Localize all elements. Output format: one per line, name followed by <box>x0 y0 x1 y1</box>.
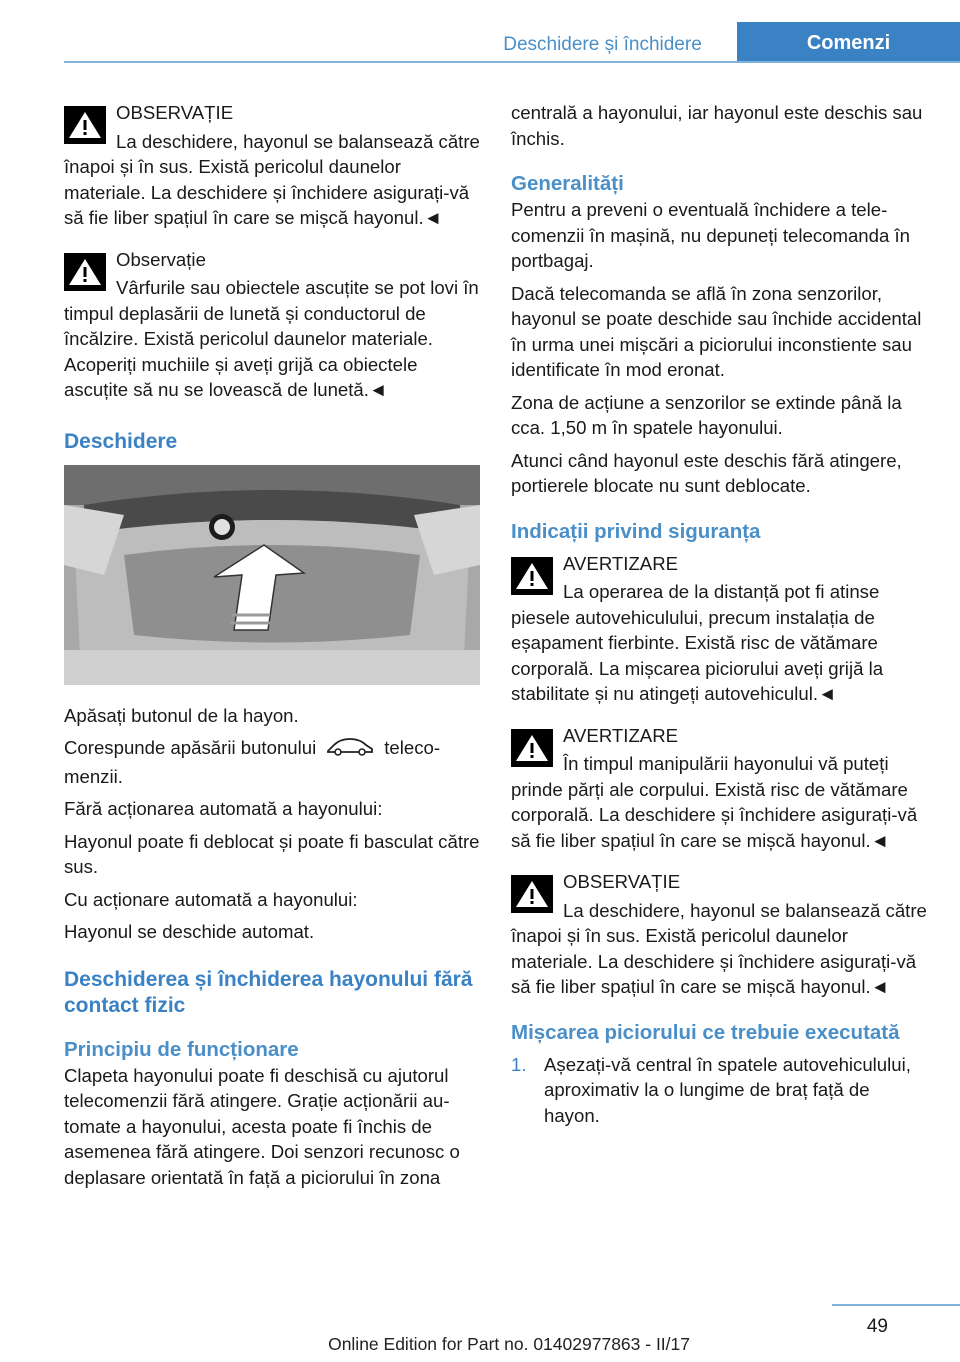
notice-title: Observație <box>116 248 206 270</box>
footer-divider <box>832 1304 960 1306</box>
caution-notice <box>64 247 480 403</box>
right-column <box>511 100 927 1128</box>
notice-title: AVERTIZARE <box>563 724 679 746</box>
subsection-heading: Indicații privind siguranța <box>511 519 761 543</box>
body-paragraph: Apăsați butonul de la hayon. <box>64 704 299 726</box>
warning-triangle-icon <box>64 106 106 144</box>
car-remote-icon <box>326 735 374 764</box>
header-section-title: Deschidere și închidere <box>503 34 702 55</box>
body-paragraph: Hayonul poate fi deblocat și poate fi basculat către sus. <box>64 830 480 877</box>
notice-title: OBSERVAȚIE <box>116 102 234 123</box>
body-paragraph: Atunci când hayonul este deschis fără atingere, portierele blocate nu sunt deblocate. <box>511 449 902 496</box>
caution-notice <box>511 869 927 1000</box>
subsection-heading: Mișcarea piciorului ce trebuie executată <box>511 1020 900 1044</box>
notice-text: În timpul manipulării hayonului vă puteți prinde părți ale corpului. Există risc de vătămare corporală. La deschidere și închidere asigurați-vă să fie liber spațiul în care se mișcă hayonul.◄ <box>511 753 918 851</box>
left-column <box>64 100 480 1190</box>
list-item <box>511 1052 927 1129</box>
body-text: Corespunde apăsării butonului <box>64 737 317 759</box>
section-heading: Deschiderea și închiderea hayonului fără contact fizic <box>64 967 473 1017</box>
notice-title: OBSERVAȚIE <box>563 871 681 892</box>
body-paragraph: Pentru a preveni o eventuală închidere a telecomenzii în mașină, nu depuneți telecomanda în portbagaj. <box>511 199 910 271</box>
notice-text: La deschidere, hayonul se balansează către înapoi și în sus. Există pericolul daunelor materiale. La deschidere și închidere asigurați-vă să fie liber spațiul în care se mișcă hayonul.◄ <box>511 899 927 997</box>
tailgate-photo <box>64 465 480 685</box>
notice-text: Vârfurile sau obiectele ascuțite se pot lovi în timpul deplasării de lunetă și conductorul de încălzire. Există pericolul daunelor materiale. Acoperiți muchiile și aveți grijă ca obiectele ascuțite să nu se lovească de lunetă.◄ <box>64 277 479 400</box>
warning-notice <box>511 723 927 854</box>
warning-triangle-icon <box>511 557 553 595</box>
page-number: 49 <box>866 1316 888 1337</box>
step-text: Așezați-vă central în spatele autovehiculului, aproximativ la o lungime de braț față de hayon. <box>544 1053 911 1126</box>
warning-triangle-icon <box>511 729 553 767</box>
subsection-heading: Generalități <box>511 172 624 195</box>
caution-notice <box>64 100 480 231</box>
body-paragraph: Dacă telecomanda se află în zona senzorilor, hayonul se poate deschide sau închide accidental în urma unei mișcări a piciorului inconstiente sau identificate în mod eronat. <box>511 282 922 380</box>
subsection-heading: Principiu de funcționare <box>64 1037 299 1061</box>
warning-triangle-icon <box>64 253 106 291</box>
body-paragraph: Zona de acțiune a senzorilor se extinde până la cca. 1,50 m în spatele hayonului. <box>511 391 902 438</box>
body-text: telecomenzii. <box>64 737 441 787</box>
notice-title: AVERTIZARE <box>563 552 679 574</box>
body-paragraph: Clapeta hayonului poate fi deschisă cu ajutorul telecomenzii fără atingere. Grație acționării automate a hayonului, acesta poate fi închis de asemenea fără atingere. Doi senzori recunosc o deplasare orientată în față a piciorului în zona <box>64 1064 460 1188</box>
warning-notice <box>511 551 927 707</box>
section-heading: Deschidere <box>64 429 178 453</box>
body-paragraph <box>64 735 480 789</box>
steps-list <box>511 1052 927 1129</box>
notice-text: La operarea de la distanță pot fi atinse piesele autovehiculului, precum instalația de eșapament fierbinte. Există risc de vătămare corporală. La mișcarea piciorului aveți grijă la stabilitate și nu atingeți autovehiculul.◄ <box>511 581 884 704</box>
body-paragraph: Cu acționare automată a hayonului: <box>64 888 358 910</box>
body-paragraph: Fără acționarea automată a hayonului: <box>64 798 383 819</box>
body-paragraph: centrală a hayonului, iar hayonul este deschis sau închis. <box>511 102 923 149</box>
notice-text: La deschidere, hayonul se balansează către înapoi și în sus. Există pericolul daunelor materiale. La deschidere și închidere asigurați-vă să fie liber spațiul în care se mișcă hayonul.◄ <box>64 130 480 228</box>
body-paragraph: Hayonul se deschide automat. <box>64 921 315 942</box>
warning-triangle-icon <box>511 875 553 913</box>
step-number: 1. <box>511 1053 527 1075</box>
edition-footer: Online Edition for Part no. 01402977863 - II/17 <box>328 1334 690 1354</box>
header-divider <box>64 61 960 63</box>
header-chapter-tab: Comenzi <box>737 22 960 63</box>
